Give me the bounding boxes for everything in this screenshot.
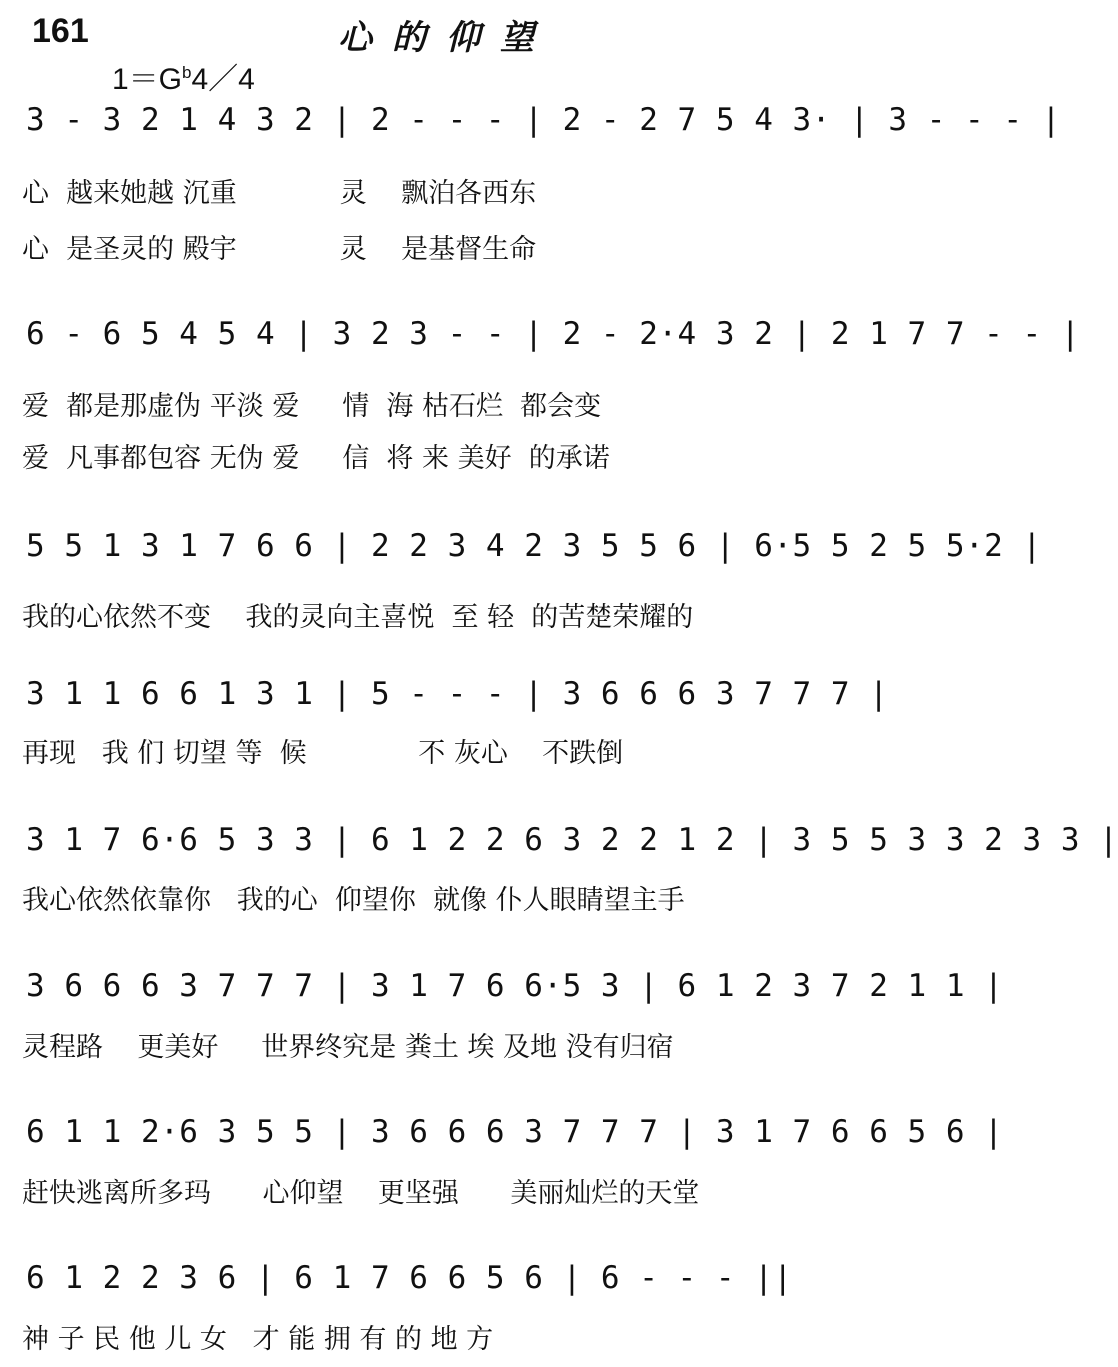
- song-title: 心的仰望: [338, 18, 554, 58]
- notation-line-2: 6 - 6 5 4 5 4 | 3 2 3 - - | 2 - 2·4 3 2 | 2 1 7 7 - - |: [26, 316, 1080, 352]
- notation-line-5: 3 1 7 6·6 5 3 3 | 6 1 2 2 6 3 2 2 1 2 | 3 5 5 3 3 2 3 3 |: [26, 822, 1118, 858]
- key-prefix: 1＝G: [112, 63, 183, 96]
- notation-line-3: 5 5 1 3 1 7 6 6 | 2 2 3 4 2 3 5 5 6 | 6·5 5 2 5 5·2 |: [26, 528, 1042, 564]
- lyric-line-2b: 爱 凡事都包容 无伪 爱 信 将 来 美好 的承诺: [22, 443, 610, 474]
- lyric-line-6: 灵程路 更美好 世界终究是 粪土 埃 及地 没有归宿: [22, 1032, 674, 1063]
- notation-line-1: 3 - 3 2 1 4 3 2 | 2 - - - | 2 - 2 7 5 4 3· | 3 - - - |: [26, 102, 1061, 138]
- lyric-line-8: 神 子 民 他 儿 女 才 能 拥 有 的 地 方: [22, 1324, 494, 1355]
- lyric-line-1b: 心 是圣灵的 殿宇 灵 是基督生命: [22, 234, 537, 265]
- hymn-number: 161: [32, 12, 89, 50]
- lyric-line-5: 我心依然依靠你 我的心 仰望你 就像 仆人眼睛望主手: [22, 885, 685, 916]
- key-signature: [112, 54, 255, 98]
- notation-line-7: 6 1 1 2·6 3 5 5 | 3 6 6 6 3 7 7 7 | 3 1 7 6 6 5 6 |: [26, 1114, 1004, 1150]
- key-flat: b: [182, 63, 192, 82]
- notation-line-6: 3 6 6 6 3 7 7 7 | 3 1 7 6 6·5 3 | 6 1 2 3 7 2 1 1 |: [26, 968, 1004, 1004]
- lyric-line-2a: 爱 都是那虚伪 平淡 爱 情 海 枯石烂 都会变: [22, 391, 602, 422]
- notation-line-4: 3 1 1 6 6 1 3 1 | 5 - - - | 3 6 6 6 3 7 7 7 |: [26, 676, 889, 712]
- lyric-line-3: 我的心依然不变 我的灵向主喜悦 至 轻 的苦楚荣耀的: [22, 602, 694, 633]
- lyric-line-7: 赶快逃离所多玛 心仰望 更坚强 美丽灿烂的天堂: [22, 1178, 700, 1209]
- lyric-line-1a: 心 越来她越 沉重 灵 飘泊各西东: [22, 178, 537, 209]
- notation-line-8: 6 1 2 2 3 6 | 6 1 7 6 6 5 6 | 6 - - - ||: [26, 1260, 793, 1296]
- lyric-line-4: 再现 我 们 切望 等 候 不 灰心 不跌倒: [22, 738, 624, 769]
- key-meter: 4／4: [191, 63, 255, 96]
